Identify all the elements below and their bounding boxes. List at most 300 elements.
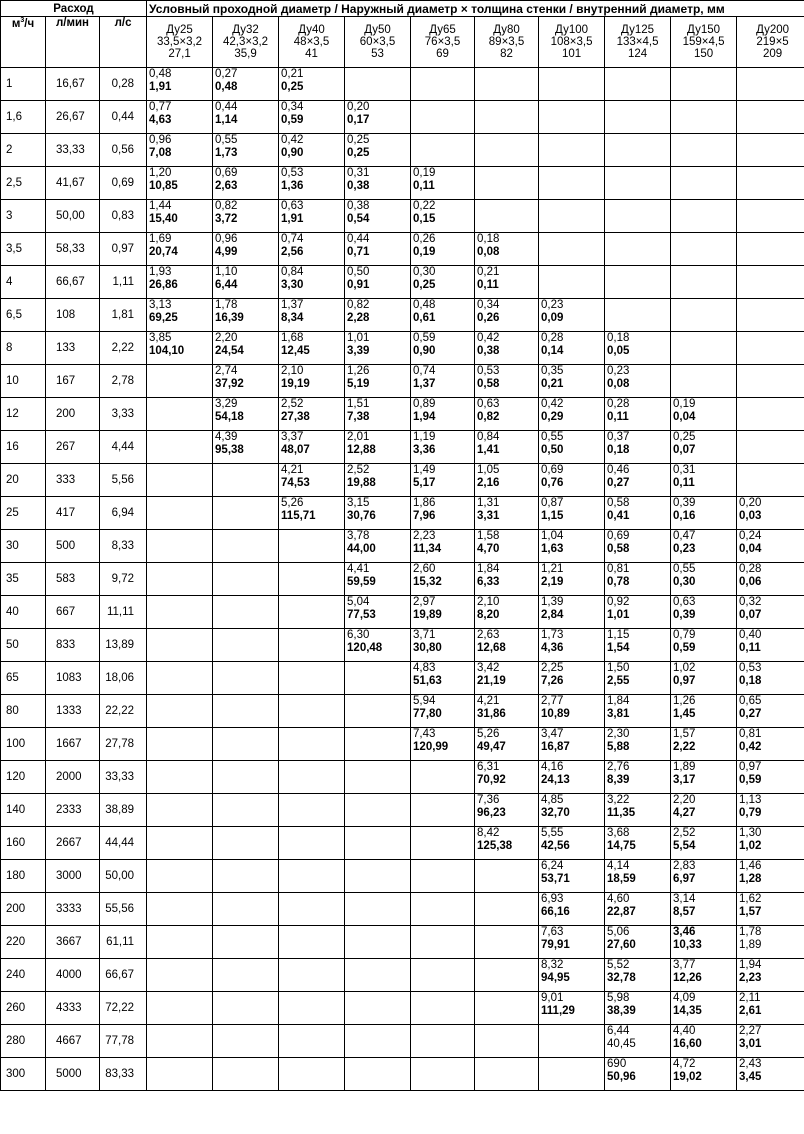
dn-dims: 60×3,5 xyxy=(359,36,396,48)
velocity-value: 5,98 xyxy=(607,992,630,1004)
value-cell xyxy=(671,134,737,167)
pressure-loss-value: 32,70 xyxy=(541,807,570,819)
value-cell xyxy=(411,662,475,695)
value-cell xyxy=(411,860,475,893)
pressure-loss-value: 20,74 xyxy=(149,246,178,258)
pressure-loss-value: 0,38 xyxy=(347,180,370,192)
dn-inner: 82 xyxy=(500,48,513,60)
value-cell xyxy=(345,596,411,629)
main-title: Условный проходной диаметр / Наружный диаметр × толщина стенки / внутренний диаметр, мм xyxy=(147,1,804,17)
value-cell xyxy=(475,827,539,860)
value-cell xyxy=(213,398,279,431)
velocity-value: 0,31 xyxy=(347,167,370,179)
velocity-value: 2,52 xyxy=(673,827,696,839)
pressure-loss-value: 4,27 xyxy=(673,807,696,819)
dn-inner: 150 xyxy=(693,48,714,60)
value-cell xyxy=(279,563,345,596)
value-cell xyxy=(605,596,671,629)
table-row xyxy=(1,926,804,959)
flow-lmin: 417 xyxy=(46,497,100,530)
pressure-loss-value: 2,23 xyxy=(739,972,762,984)
velocity-value: 6,30 xyxy=(347,629,370,641)
velocity-value: 2,63 xyxy=(477,629,500,641)
value-cell xyxy=(279,827,345,860)
velocity-value: 0,69 xyxy=(607,530,630,542)
value-cell xyxy=(737,629,804,662)
value-cell xyxy=(213,365,279,398)
pressure-loss-value: 40,45 xyxy=(607,1038,636,1050)
flow-m3h: 200 xyxy=(1,893,46,926)
table-row xyxy=(1,266,804,299)
velocity-value: 2,20 xyxy=(215,332,238,344)
pressure-loss-value: 1,63 xyxy=(541,543,564,555)
dn-inner: 69 xyxy=(436,48,449,60)
velocity-value: 1,57 xyxy=(673,728,696,740)
value-cell xyxy=(605,299,671,332)
value-cell xyxy=(345,464,411,497)
pressure-loss-value: 1,91 xyxy=(281,213,304,225)
value-cell xyxy=(411,200,475,233)
value-cell xyxy=(147,695,213,728)
value-cell xyxy=(147,629,213,662)
pressure-loss-value: 22,87 xyxy=(607,906,636,918)
velocity-value: 0,63 xyxy=(673,596,696,608)
flow-ls: 13,89 xyxy=(100,629,147,662)
velocity-value: 2,01 xyxy=(347,431,370,443)
value-cell xyxy=(213,728,279,761)
velocity-value: 2,76 xyxy=(607,761,630,773)
velocity-value: 1,49 xyxy=(413,464,436,476)
dn-inner: 35,9 xyxy=(234,48,257,60)
flow-ls: 83,33 xyxy=(100,1058,147,1091)
flow-lmin: 66,67 xyxy=(46,266,100,299)
table-row xyxy=(1,629,804,662)
table-row xyxy=(1,860,804,893)
flow-ls: 61,11 xyxy=(100,926,147,959)
flow-ls: 2,78 xyxy=(100,365,147,398)
flow-m3h: 100 xyxy=(1,728,46,761)
pressure-loss-value: 15,32 xyxy=(413,576,442,588)
velocity-value: 0,34 xyxy=(477,299,500,311)
value-cell xyxy=(737,497,804,530)
pressure-loss-value: 31,86 xyxy=(477,708,506,720)
value-cell xyxy=(279,794,345,827)
value-cell xyxy=(411,365,475,398)
pressure-loss-value: 0,11 xyxy=(607,411,629,423)
velocity-value: 0,58 xyxy=(607,497,630,509)
flow-ls: 2,22 xyxy=(100,332,147,365)
flow-m3h: 80 xyxy=(1,695,46,728)
velocity-value: 4,14 xyxy=(607,860,630,872)
pressure-loss-value: 51,63 xyxy=(413,675,442,687)
value-cell xyxy=(475,662,539,695)
pressure-loss-value: 5,54 xyxy=(673,840,696,852)
value-cell xyxy=(605,992,671,1025)
value-cell xyxy=(279,299,345,332)
dn-header-4 xyxy=(411,17,475,68)
pressure-loss-value: 50,96 xyxy=(607,1071,636,1083)
velocity-value: 1,84 xyxy=(607,695,630,707)
pressure-loss-value: 0,79 xyxy=(739,807,762,819)
value-cell xyxy=(147,1025,213,1058)
value-cell xyxy=(411,596,475,629)
value-cell xyxy=(147,959,213,992)
dn-dn: Ду150 xyxy=(687,24,721,36)
pressure-loss-value: 4,70 xyxy=(477,543,500,555)
value-cell xyxy=(411,398,475,431)
value-cell xyxy=(147,464,213,497)
value-cell xyxy=(279,695,345,728)
pressure-loss-value: 6,44 xyxy=(215,279,238,291)
velocity-value: 3,68 xyxy=(607,827,630,839)
value-cell xyxy=(147,134,213,167)
pressure-loss-value: 0,14 xyxy=(541,345,564,357)
velocity-value: 0,69 xyxy=(541,464,564,476)
velocity-value: 3,22 xyxy=(607,794,630,806)
value-cell xyxy=(539,629,605,662)
velocity-value: 5,26 xyxy=(477,728,500,740)
value-cell xyxy=(213,464,279,497)
value-cell xyxy=(737,398,804,431)
table-row xyxy=(1,959,804,992)
pressure-loss-value: 53,71 xyxy=(541,873,570,885)
velocity-value: 2,11 xyxy=(739,992,761,1004)
value-cell xyxy=(411,761,475,794)
flow-ls: 0,97 xyxy=(100,233,147,266)
velocity-value: 0,32 xyxy=(739,596,762,608)
value-cell xyxy=(737,1025,804,1058)
unit-m3h-header: $м^3/ч$ xyxy=(1,17,46,68)
pressure-loss-value: 1,28 xyxy=(739,873,762,885)
value-cell xyxy=(345,167,411,200)
value-cell xyxy=(539,101,605,134)
flow-m3h: 25 xyxy=(1,497,46,530)
value-cell xyxy=(345,728,411,761)
pressure-loss-value: 2,63 xyxy=(215,180,238,192)
dn-header-1 xyxy=(213,17,279,68)
value-cell xyxy=(213,101,279,134)
pressure-loss-value: 1,57 xyxy=(739,906,762,918)
velocity-value: 1,01 xyxy=(347,332,370,344)
pressure-loss-value: 120,99 xyxy=(413,741,449,753)
value-cell xyxy=(345,794,411,827)
table-row xyxy=(1,530,804,563)
pressure-loss-value: 70,92 xyxy=(477,774,506,786)
flow-ls: 8,33 xyxy=(100,530,147,563)
value-cell xyxy=(147,332,213,365)
dn-dims: 133×4,5 xyxy=(616,36,659,48)
value-cell xyxy=(147,827,213,860)
velocity-value: 3,14 xyxy=(673,893,696,905)
value-cell xyxy=(475,365,539,398)
table-row xyxy=(1,827,804,860)
pressure-loss-value: 0,38 xyxy=(477,345,500,357)
dn-dn: Ду25 xyxy=(166,24,193,36)
value-cell xyxy=(539,761,605,794)
velocity-value: 0,48 xyxy=(413,299,436,311)
table-row xyxy=(1,992,804,1025)
value-cell xyxy=(345,1025,411,1058)
pressure-loss-value: 0,11 xyxy=(477,279,499,291)
value-cell xyxy=(411,794,475,827)
velocity-value: 1,58 xyxy=(477,530,500,542)
flow-lmin: 26,67 xyxy=(46,101,100,134)
value-cell xyxy=(737,134,804,167)
flow-m3h: 8 xyxy=(1,332,46,365)
value-cell xyxy=(475,629,539,662)
value-cell xyxy=(475,68,539,101)
velocity-value: 2,52 xyxy=(347,464,370,476)
value-cell xyxy=(605,695,671,728)
value-cell xyxy=(279,959,345,992)
velocity-value: 0,84 xyxy=(477,431,500,443)
table-row xyxy=(1,233,804,266)
value-cell xyxy=(213,332,279,365)
value-cell xyxy=(737,530,804,563)
pressure-loss-value: 0,90 xyxy=(281,147,304,159)
dn-dims: 219×5 xyxy=(756,36,789,48)
flow-lmin: 167 xyxy=(46,365,100,398)
table-row xyxy=(1,1025,804,1058)
pressure-loss-value: 1,02 xyxy=(739,840,762,852)
value-cell xyxy=(345,365,411,398)
value-cell xyxy=(147,266,213,299)
pressure-loss-value: 0,50 xyxy=(541,444,564,456)
value-cell xyxy=(671,167,737,200)
velocity-value: 0,79 xyxy=(673,629,696,641)
flow-ls: 27,78 xyxy=(100,728,147,761)
value-cell xyxy=(147,68,213,101)
pressure-loss-value: 7,26 xyxy=(541,675,564,687)
velocity-value: 4,16 xyxy=(541,761,564,773)
value-cell xyxy=(147,365,213,398)
velocity-value: 0,28 xyxy=(607,398,630,410)
value-cell xyxy=(671,266,737,299)
flow-m3h: 30 xyxy=(1,530,46,563)
velocity-value: 0,63 xyxy=(477,398,500,410)
value-cell xyxy=(475,860,539,893)
flow-lmin: 5000 xyxy=(46,1058,100,1091)
value-cell xyxy=(345,992,411,1025)
pressure-loss-value: 0,11 xyxy=(673,477,695,489)
pressure-loss-value: 2,28 xyxy=(347,312,370,324)
pressure-loss-value: 6,97 xyxy=(673,873,696,885)
velocity-value: 2,43 xyxy=(739,1058,762,1070)
value-cell xyxy=(671,1025,737,1058)
velocity-value: 4,39 xyxy=(215,431,238,443)
value-cell xyxy=(213,827,279,860)
velocity-value: 3,29 xyxy=(215,398,238,410)
pressure-loss-value: 1,54 xyxy=(607,642,630,654)
velocity-value: 0,53 xyxy=(739,662,762,674)
value-cell xyxy=(345,233,411,266)
flow-lmin: 4333 xyxy=(46,992,100,1025)
velocity-value: 0,21 xyxy=(281,68,304,80)
value-cell xyxy=(737,464,804,497)
velocity-value: 3,42 xyxy=(477,662,500,674)
value-cell xyxy=(279,200,345,233)
value-cell xyxy=(411,728,475,761)
value-cell xyxy=(605,464,671,497)
value-cell xyxy=(605,860,671,893)
flow-m3h: 40 xyxy=(1,596,46,629)
pressure-loss-value: 8,57 xyxy=(673,906,696,918)
table-row xyxy=(1,1058,804,1091)
table-row xyxy=(1,431,804,464)
pressure-loss-value: 0,18 xyxy=(607,444,630,456)
flow-ls: 0,69 xyxy=(100,167,147,200)
velocity-value: 1,62 xyxy=(739,893,762,905)
value-cell xyxy=(411,332,475,365)
velocity-value: 0,21 xyxy=(477,266,500,278)
pressure-loss-value: 2,55 xyxy=(607,675,630,687)
value-cell xyxy=(411,134,475,167)
flow-ls: 18,06 xyxy=(100,662,147,695)
velocity-value: 8,42 xyxy=(477,827,500,839)
value-cell xyxy=(539,959,605,992)
value-cell xyxy=(737,233,804,266)
value-cell xyxy=(671,959,737,992)
flow-ls: 77,78 xyxy=(100,1025,147,1058)
velocity-value: 0,23 xyxy=(607,365,630,377)
value-cell xyxy=(475,464,539,497)
velocity-value: 0,20 xyxy=(347,101,370,113)
flow-m3h: 1,6 xyxy=(1,101,46,134)
value-cell xyxy=(279,662,345,695)
value-cell xyxy=(213,167,279,200)
velocity-value: 0,48 xyxy=(149,68,172,80)
value-cell xyxy=(147,992,213,1025)
value-cell xyxy=(737,266,804,299)
value-cell xyxy=(671,596,737,629)
value-cell xyxy=(605,893,671,926)
value-cell xyxy=(279,398,345,431)
value-cell xyxy=(213,299,279,332)
value-cell xyxy=(475,431,539,464)
flow-ls: 11,11 xyxy=(100,596,147,629)
flow-m3h: 180 xyxy=(1,860,46,893)
unit-lmin-header: л/мин xyxy=(46,17,100,68)
value-cell xyxy=(605,398,671,431)
value-cell xyxy=(671,992,737,1025)
value-cell xyxy=(671,233,737,266)
value-cell xyxy=(737,68,804,101)
value-cell xyxy=(411,629,475,662)
velocity-value: 6,93 xyxy=(541,893,564,905)
value-cell xyxy=(213,695,279,728)
velocity-value: 0,55 xyxy=(541,431,564,443)
pressure-loss-value: 3,36 xyxy=(413,444,436,456)
velocity-value: 690 xyxy=(607,1058,627,1070)
velocity-value: 0,74 xyxy=(281,233,304,245)
dn-header-5 xyxy=(475,17,539,68)
pressure-loss-value: 0,08 xyxy=(607,378,630,390)
velocity-value: 1,68 xyxy=(281,332,304,344)
value-cell xyxy=(605,794,671,827)
velocity-value: 0,92 xyxy=(607,596,630,608)
velocity-value: 7,63 xyxy=(541,926,564,938)
dn-inner: 124 xyxy=(627,48,648,60)
dn-dn: Ду125 xyxy=(621,24,655,36)
value-cell xyxy=(671,893,737,926)
value-cell xyxy=(539,266,605,299)
pressure-loss-value: 4,63 xyxy=(149,114,172,126)
pressure-loss-value: 77,53 xyxy=(347,609,376,621)
dn-dn: Ду200 xyxy=(756,24,790,36)
velocity-value: 0,65 xyxy=(739,695,762,707)
value-cell xyxy=(539,464,605,497)
pressure-loss-value: 0,29 xyxy=(541,411,564,423)
value-cell xyxy=(737,365,804,398)
flow-m3h: 6,5 xyxy=(1,299,46,332)
value-cell xyxy=(539,365,605,398)
value-cell xyxy=(605,200,671,233)
velocity-value: 0,23 xyxy=(541,299,564,311)
value-cell xyxy=(671,431,737,464)
dn-dn: Ду100 xyxy=(555,24,589,36)
velocity-value: 5,26 xyxy=(281,497,304,509)
value-cell xyxy=(411,299,475,332)
velocity-value: 1,39 xyxy=(541,596,564,608)
value-cell xyxy=(539,695,605,728)
value-cell xyxy=(345,827,411,860)
value-cell xyxy=(345,68,411,101)
value-cell xyxy=(475,134,539,167)
velocity-value: 0,74 xyxy=(413,365,436,377)
velocity-value: 3,71 xyxy=(413,629,436,641)
value-cell xyxy=(605,662,671,695)
value-cell xyxy=(539,596,605,629)
velocity-value: 0,37 xyxy=(607,431,630,443)
value-cell xyxy=(475,893,539,926)
value-cell xyxy=(345,266,411,299)
velocity-value: 1,94 xyxy=(739,959,762,971)
value-cell xyxy=(475,959,539,992)
velocity-value: 3,85 xyxy=(149,332,172,344)
value-cell xyxy=(213,563,279,596)
value-cell xyxy=(671,662,737,695)
value-cell xyxy=(147,101,213,134)
value-cell xyxy=(539,926,605,959)
velocity-value: 0,34 xyxy=(281,101,304,113)
pressure-loss-value: 30,80 xyxy=(413,642,442,654)
table-row xyxy=(1,464,804,497)
pressure-loss-value: 0,27 xyxy=(607,477,630,489)
value-cell xyxy=(539,200,605,233)
velocity-value: 1,19 xyxy=(413,431,436,443)
pressure-loss-value: 0,23 xyxy=(673,543,696,555)
dn-inner: 41 xyxy=(305,48,318,60)
pressure-loss-value: 12,26 xyxy=(673,972,702,984)
flow-ls: 3,33 xyxy=(100,398,147,431)
pressure-loss-value: 5,19 xyxy=(347,378,370,390)
pressure-loss-value: 7,38 xyxy=(347,411,370,423)
flow-lmin: 133 xyxy=(46,332,100,365)
value-cell xyxy=(737,167,804,200)
flow-ls: 55,56 xyxy=(100,893,147,926)
pressure-loss-value: 59,59 xyxy=(347,576,376,588)
value-cell xyxy=(605,497,671,530)
value-cell xyxy=(737,992,804,1025)
value-cell xyxy=(475,992,539,1025)
value-cell xyxy=(737,299,804,332)
value-cell xyxy=(345,398,411,431)
value-cell xyxy=(539,233,605,266)
value-cell xyxy=(737,893,804,926)
table-row xyxy=(1,761,804,794)
value-cell xyxy=(737,431,804,464)
pressure-loss-value: 1,15 xyxy=(541,510,564,522)
